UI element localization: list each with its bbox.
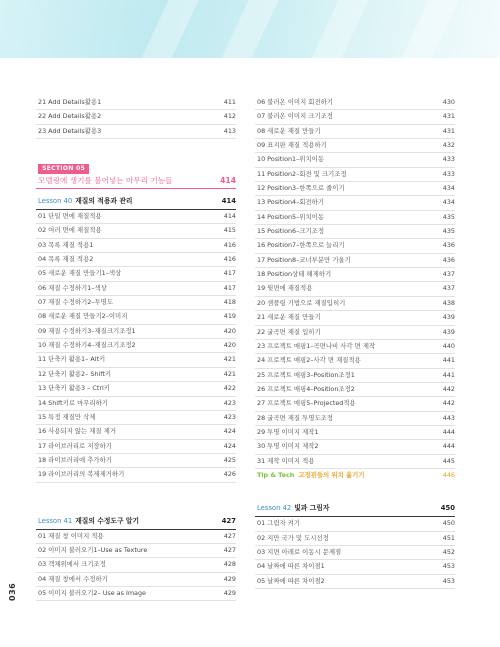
toc-entry[interactable] bbox=[255, 196, 455, 210]
entry-page: 421 bbox=[223, 355, 236, 364]
entry-title: 23 Add Details활용3 bbox=[38, 126, 102, 135]
entry-page: 452 bbox=[442, 547, 455, 556]
entry-page: 440 bbox=[442, 341, 455, 350]
entry-title: 15 특정 재질만 삭제 bbox=[38, 412, 96, 421]
toc-entry[interactable] bbox=[36, 239, 236, 253]
entry-title: 17 Position8–코너부분만 기울기 bbox=[257, 255, 351, 264]
toc-entry[interactable] bbox=[36, 440, 236, 454]
lesson-41-continued-items bbox=[255, 96, 455, 469]
lesson-41-items bbox=[36, 530, 236, 602]
entry-title: 02 지만 국가 및 도시선정 bbox=[257, 533, 329, 542]
entry-title: 11 Position2–회전 및 크기조정 bbox=[257, 169, 347, 178]
entry-title: 21 새로운 재질 만들기 bbox=[257, 313, 321, 322]
lesson-page: 427 bbox=[221, 516, 236, 525]
entry-page: 450 bbox=[442, 519, 455, 528]
entry-title: 12 단축키 활용2– Shift키 bbox=[38, 369, 112, 378]
toc-entry[interactable] bbox=[255, 397, 455, 411]
entry-title: 01 단일 면에 재질적용 bbox=[38, 212, 102, 221]
toc-entry[interactable] bbox=[255, 440, 455, 454]
toc-entry[interactable] bbox=[255, 182, 455, 196]
lesson-title: 재질의 수정도구 알기 bbox=[75, 516, 140, 525]
header-banner bbox=[0, 0, 500, 58]
lesson-42-items bbox=[255, 517, 455, 589]
entry-page: 427 bbox=[223, 531, 236, 540]
toc-entry[interactable] bbox=[36, 253, 236, 267]
section-page: 414 bbox=[220, 176, 236, 186]
entry-page: 411 bbox=[223, 98, 236, 106]
entry-page: 431 bbox=[442, 112, 455, 121]
entry-title: 08 새로운 재질 만들기 bbox=[257, 126, 321, 135]
toc-entry[interactable] bbox=[255, 139, 455, 153]
toc-entry[interactable] bbox=[36, 573, 236, 587]
entry-page: 421 bbox=[223, 369, 236, 378]
entry-page: 439 bbox=[442, 327, 455, 336]
toc-entry[interactable] bbox=[255, 517, 455, 531]
entry-page: 425 bbox=[223, 455, 236, 464]
entry-title: 01 그림자 켜기 bbox=[257, 519, 301, 528]
lesson-label: Lesson 42 bbox=[257, 504, 292, 513]
section-title-row[interactable] bbox=[36, 174, 236, 189]
toc-entry[interactable] bbox=[255, 560, 455, 574]
toc-entry[interactable] bbox=[36, 530, 236, 544]
lesson-title: 빛과 그림자 bbox=[294, 504, 330, 513]
entry-title: 05 새로운 재질 만들기1–색상 bbox=[38, 269, 122, 278]
toc-entry[interactable] bbox=[36, 110, 236, 124]
entry-title: 19 뒷면에 재질적용 bbox=[257, 284, 313, 293]
entry-title: 07 불러온 이미지 크기조정 bbox=[257, 112, 333, 121]
toc-entry[interactable] bbox=[255, 311, 455, 325]
toc-entry[interactable] bbox=[255, 153, 455, 167]
entry-page: 417 bbox=[223, 283, 236, 292]
entry-title: 10 Position1–위치이동 bbox=[257, 155, 324, 164]
entry-title: 13 단축키 활용3 – Ctrl키 bbox=[38, 384, 110, 393]
entry-title: 05 날짜에 따른 차이점2 bbox=[257, 576, 325, 585]
entry-page: 430 bbox=[442, 98, 455, 106]
entry-page: 415 bbox=[223, 226, 236, 235]
entry-page: 416 bbox=[223, 255, 236, 264]
toc-entry[interactable] bbox=[36, 397, 236, 411]
toc-entry[interactable] bbox=[36, 96, 236, 110]
entry-page: 420 bbox=[223, 341, 236, 350]
entry-page: 434 bbox=[442, 198, 455, 207]
entry-page: 420 bbox=[223, 326, 236, 335]
toc-entry[interactable] bbox=[255, 575, 455, 589]
entry-title: 21 Add Details활용1 bbox=[38, 98, 102, 106]
toc-entry[interactable] bbox=[255, 369, 455, 383]
tip-page: 446 bbox=[442, 470, 455, 479]
toc-entry[interactable] bbox=[36, 368, 236, 382]
entry-title: 04 날짜에 따른 차이점1 bbox=[257, 562, 325, 571]
entry-title: 03 목록 재질 적용1 bbox=[38, 240, 94, 249]
entry-title: 03 지면 아래로 이동시 문제점 bbox=[257, 547, 342, 556]
toc-entry[interactable] bbox=[255, 455, 455, 469]
entry-title: 14 Shift키로 마무리하기 bbox=[38, 398, 108, 407]
entry-title: 22 Add Details활용2 bbox=[38, 112, 102, 121]
lesson-title: 재질의 적용과 관리 bbox=[75, 197, 133, 206]
entry-title: 06 불러온 이미지 회전하기 bbox=[257, 98, 333, 106]
lesson-40-items bbox=[36, 210, 236, 483]
lesson-heading-40[interactable] bbox=[36, 193, 236, 210]
toc-entry[interactable] bbox=[36, 544, 236, 558]
entry-page: 429 bbox=[223, 574, 236, 583]
toc-entry[interactable] bbox=[255, 254, 455, 268]
lesson-label: Lesson 40 bbox=[38, 197, 73, 206]
entry-title: 02 이미지 불러오기1–Use as Texture bbox=[38, 545, 148, 554]
entry-page: 436 bbox=[442, 255, 455, 264]
entry-title: 22 굴곡면 재질 입히기 bbox=[257, 327, 321, 336]
entry-page: 444 bbox=[442, 442, 455, 451]
entry-page: 423 bbox=[223, 398, 236, 407]
toc-entry[interactable] bbox=[36, 325, 236, 339]
toc-entry[interactable] bbox=[36, 411, 236, 425]
entry-page: 435 bbox=[442, 227, 455, 236]
entry-title: 16 Position7–한쪽으로 늘리기 bbox=[257, 241, 345, 250]
entry-title: 19 라이브러리의 복제제거하기 bbox=[38, 470, 125, 479]
entry-title: 17 라이브러리로 저장하기 bbox=[38, 441, 112, 450]
entry-page: 438 bbox=[442, 298, 455, 307]
entry-page: 437 bbox=[442, 270, 455, 279]
entry-page: 435 bbox=[442, 212, 455, 221]
entry-title: 31 제작 이미지 적용 bbox=[257, 456, 315, 465]
entry-title: 23 프로젝트 매핑1–곡면나비 사각 면 제작 bbox=[257, 341, 376, 350]
toc-entry[interactable] bbox=[255, 383, 455, 397]
entry-page: 423 bbox=[223, 412, 236, 421]
entry-page: 417 bbox=[223, 269, 236, 278]
entry-title: 06 재질 수정하기1–색상 bbox=[38, 283, 107, 292]
lesson-heading-41[interactable] bbox=[36, 513, 236, 530]
toc-entry[interactable] bbox=[36, 339, 236, 353]
entry-title: 01 재질 창 이미지 적용 bbox=[38, 531, 104, 540]
entry-title: 29 투명 이미지 제작1 bbox=[257, 427, 319, 436]
entry-title: 02 여러 면에 재질적용 bbox=[38, 226, 102, 235]
entry-title: 09 표지판 재질 적용하기 bbox=[257, 141, 327, 150]
entry-title: 13 Position4–회전하기 bbox=[257, 198, 324, 207]
tip-entry[interactable] bbox=[255, 469, 455, 482]
toc-left-column bbox=[36, 96, 236, 601]
toc-entry[interactable] bbox=[255, 96, 455, 110]
toc-entry[interactable] bbox=[255, 225, 455, 239]
toc-entry[interactable] bbox=[255, 282, 455, 296]
entry-title: 12 Position3–한쪽으로 줄이기 bbox=[257, 184, 345, 193]
toc-entry[interactable] bbox=[255, 211, 455, 225]
toc-entry[interactable] bbox=[36, 382, 236, 396]
entry-title: 18 Position상태 해제하기 bbox=[257, 270, 332, 279]
entry-page: 414 bbox=[223, 212, 236, 221]
page-number: 036 bbox=[8, 582, 17, 601]
entry-page: 433 bbox=[442, 155, 455, 164]
entry-page: 437 bbox=[442, 284, 455, 293]
entry-title: 16 사용되지 않는 재질 제거 bbox=[38, 427, 116, 436]
toc-entry[interactable] bbox=[36, 558, 236, 572]
toc-entry[interactable] bbox=[255, 297, 455, 311]
entry-title: 10 재질 수정하기4–재질크기조정2 bbox=[38, 341, 136, 350]
entry-page: 426 bbox=[223, 470, 236, 479]
entry-title: 15 Position6–크기조정 bbox=[257, 227, 324, 236]
entry-title: 25 프로젝트 매핑3–Position조정1 bbox=[257, 370, 355, 379]
tip-title: 고정핀들의 위치 옮기기 bbox=[298, 470, 365, 479]
entry-page: 453 bbox=[442, 576, 455, 585]
entry-title: 11 단축키 활용1– Alt키 bbox=[38, 355, 106, 364]
toc-entry[interactable] bbox=[36, 454, 236, 468]
entry-page: 422 bbox=[223, 384, 236, 393]
entry-page: 427 bbox=[223, 545, 236, 554]
toc-entry[interactable] bbox=[36, 310, 236, 324]
entry-title: 03 객체위에서 크기조정 bbox=[38, 560, 106, 569]
entry-page: 413 bbox=[223, 126, 236, 135]
toc-right-column bbox=[255, 96, 455, 589]
toc-entry[interactable] bbox=[255, 110, 455, 124]
entry-title: 24 프로젝트 매핑2–사각 면 재질적용 bbox=[257, 356, 361, 365]
toc-entry[interactable] bbox=[255, 239, 455, 253]
toc-entry[interactable] bbox=[36, 267, 236, 281]
entry-page: 431 bbox=[442, 126, 455, 135]
toc-entry[interactable] bbox=[36, 125, 236, 139]
entry-page: 441 bbox=[442, 356, 455, 365]
toc-entry[interactable] bbox=[36, 282, 236, 296]
section-header bbox=[36, 155, 236, 189]
entry-page: 442 bbox=[442, 384, 455, 393]
entry-page: 451 bbox=[442, 533, 455, 542]
lesson-page: 414 bbox=[221, 197, 236, 206]
entry-title: 09 재질 수정하기3–재질크기조정1 bbox=[38, 326, 136, 335]
toc-entry[interactable] bbox=[255, 125, 455, 139]
entry-title: 14 Position5–위치이동 bbox=[257, 212, 324, 221]
toc-entry[interactable] bbox=[255, 340, 455, 354]
toc-entry[interactable] bbox=[36, 210, 236, 224]
toc-entry[interactable] bbox=[255, 326, 455, 340]
entry-title: 07 재질 수정하기2–투명도 bbox=[38, 298, 114, 307]
entry-title: 18 라이브러리에 추가하기 bbox=[38, 455, 112, 464]
entry-page: 428 bbox=[223, 560, 236, 569]
entry-page: 453 bbox=[442, 562, 455, 571]
section-badge: SECTION 05 bbox=[38, 164, 89, 174]
toc-entry[interactable] bbox=[255, 168, 455, 182]
section-title: 모델링에 생기를 불어넣는 마무리 기능들 bbox=[38, 176, 173, 186]
toc-entry[interactable] bbox=[36, 353, 236, 367]
entry-title: 04 재질 창에서 수정하기 bbox=[38, 574, 108, 583]
toc-entry[interactable] bbox=[255, 268, 455, 282]
toc-top-items bbox=[36, 96, 236, 139]
toc-entry[interactable] bbox=[255, 532, 455, 546]
entry-page: 441 bbox=[442, 370, 455, 379]
toc-entry[interactable] bbox=[36, 224, 236, 238]
toc-entry[interactable] bbox=[255, 412, 455, 426]
entry-title: 05 이미지 불러오기2– Use as Image bbox=[38, 588, 146, 597]
entry-title: 20 샘플링 기법으로 재질입히기 bbox=[257, 298, 346, 307]
entry-page: 444 bbox=[442, 427, 455, 436]
entry-page: 445 bbox=[442, 456, 455, 465]
toc-entry[interactable] bbox=[255, 426, 455, 440]
entry-title: 26 프로젝트 매핑4–Position조정2 bbox=[257, 384, 355, 393]
toc-entry[interactable] bbox=[36, 468, 236, 482]
entry-page: 416 bbox=[223, 240, 236, 249]
toc-entry[interactable] bbox=[36, 425, 236, 439]
entry-page: 424 bbox=[223, 441, 236, 450]
entry-page: 412 bbox=[223, 112, 236, 121]
entry-title: 08 새로운 재질 만들기2–이미지 bbox=[38, 312, 128, 321]
entry-page: 433 bbox=[442, 169, 455, 178]
toc-entry[interactable] bbox=[255, 354, 455, 368]
toc-entry[interactable] bbox=[255, 546, 455, 560]
entry-title: 04 목록 재질 적용2 bbox=[38, 255, 94, 264]
entry-title: 27 프로젝트 매핑5–Projected적용 bbox=[257, 399, 356, 408]
entry-page: 443 bbox=[442, 413, 455, 422]
lesson-page: 450 bbox=[440, 504, 455, 513]
entry-page: 439 bbox=[442, 313, 455, 322]
entry-title: 30 투명 이미지 제작2 bbox=[257, 442, 319, 451]
lesson-heading-42[interactable] bbox=[255, 500, 455, 517]
entry-title: 28 굴곡면 재질 투명도조정 bbox=[257, 413, 333, 422]
entry-page: 432 bbox=[442, 141, 455, 150]
entry-page: 434 bbox=[442, 184, 455, 193]
entry-page: 418 bbox=[223, 298, 236, 307]
entry-page: 442 bbox=[442, 399, 455, 408]
lesson-label: Lesson 41 bbox=[38, 516, 73, 525]
tip-tag: Tip & Tech bbox=[257, 470, 295, 479]
entry-page: 419 bbox=[223, 312, 236, 321]
entry-page: 436 bbox=[442, 241, 455, 250]
toc-entry[interactable] bbox=[36, 296, 236, 310]
entry-page: 429 bbox=[223, 588, 236, 597]
entry-page: 424 bbox=[223, 427, 236, 436]
toc-entry[interactable] bbox=[36, 587, 236, 601]
